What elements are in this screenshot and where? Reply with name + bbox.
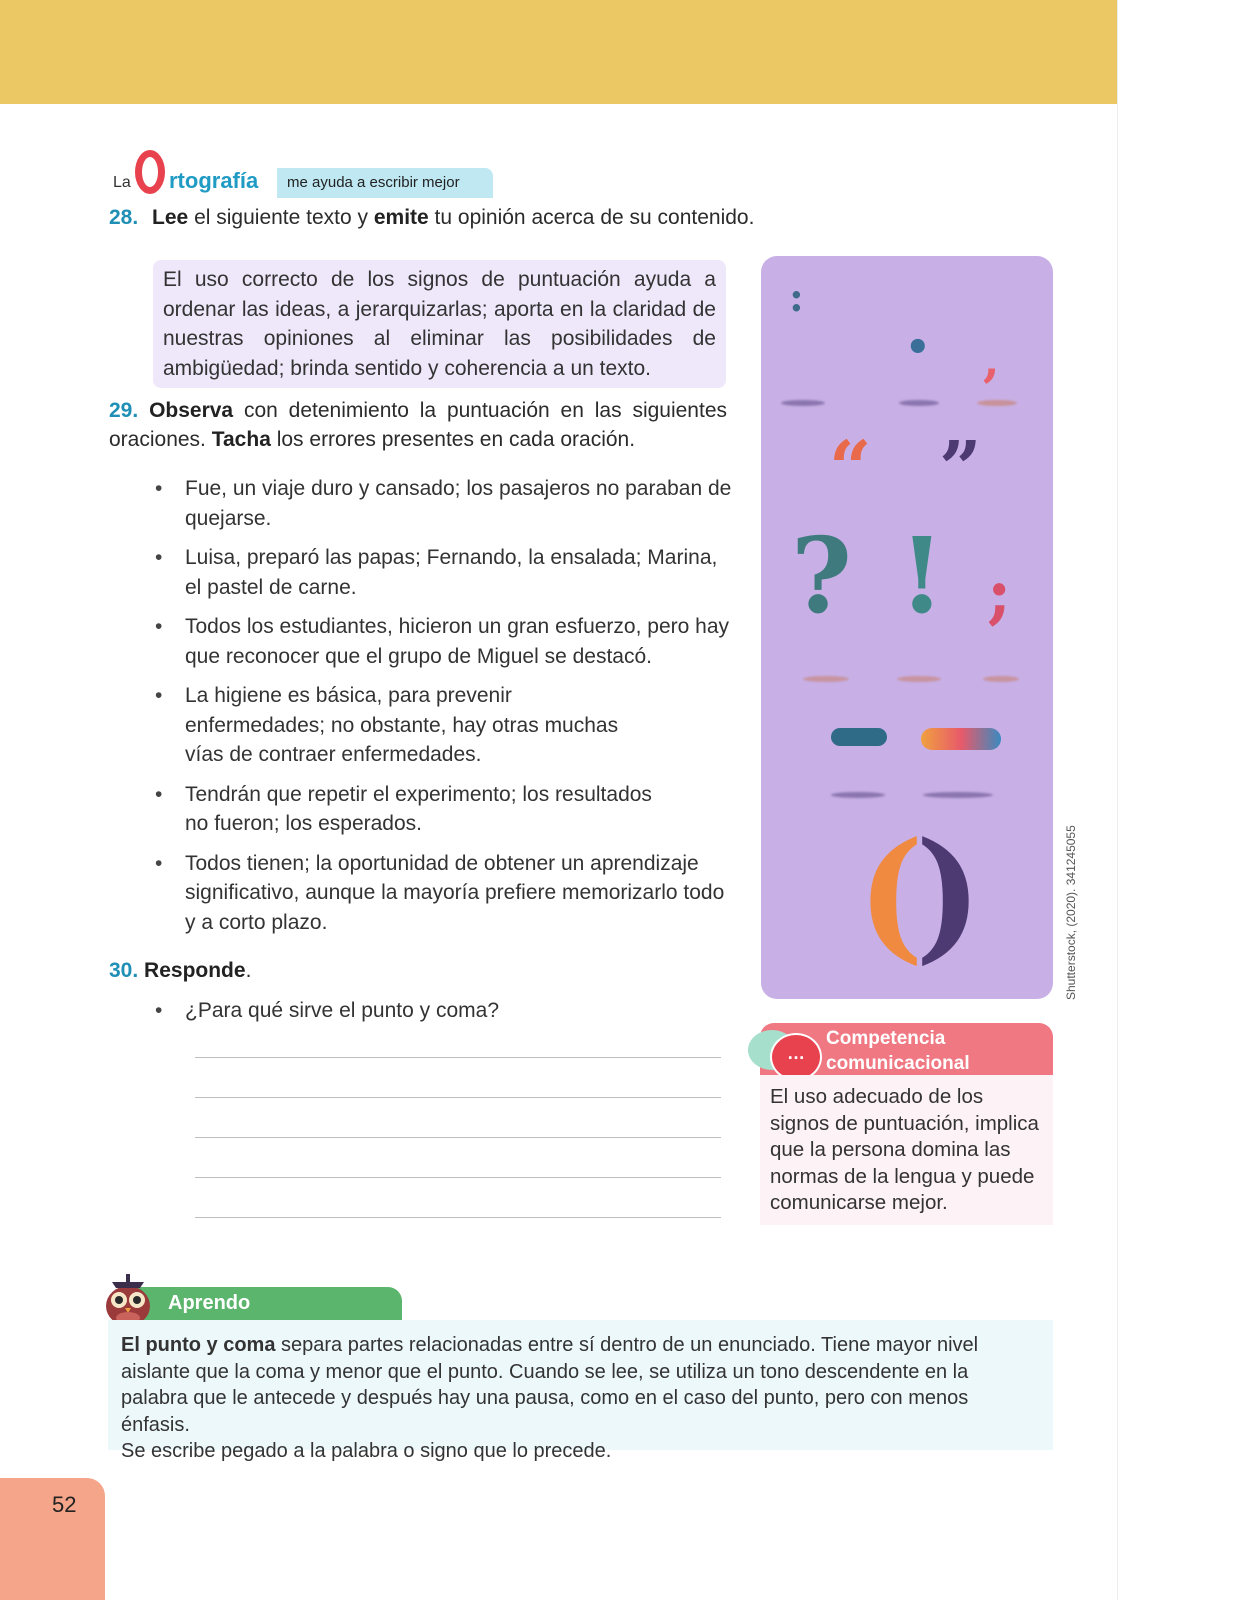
answer-line[interactable] (195, 1057, 721, 1058)
aprendo-text: separa partes relacionadas entre sí dentro de un enunciado. Tiene mayor nivel aislante que la coma y menor que el punto. Cuando se lee, se utiliza un tono descendente en la palabra que le antecede y después hay una pausa, como en el caso del punto, pero con menos énfasis. (121, 1334, 979, 1436)
answer-line[interactable] (195, 1097, 721, 1098)
question-28 (109, 203, 754, 232)
header-tagline-pill (277, 168, 493, 198)
question-number: 29. (109, 399, 139, 422)
list-item: • Luisa, preparó las papas; Fernando, la ensalada; Marina, el pastel de carne. (155, 543, 735, 602)
instruction-verb: Tacha (211, 428, 271, 451)
question-mark-glyph: ? (791, 514, 852, 637)
quote-box (153, 260, 726, 388)
question-30-list (155, 996, 735, 1036)
aprendo-title: Aprendo (168, 1292, 251, 1314)
dash-glyph (921, 728, 1001, 750)
instruction-text: . (245, 959, 252, 982)
instruction-verb: Responde (144, 959, 246, 982)
list-item: • La higiene es básica, para prevenir enfermedades; no obstante, hay otras muchas vías de contraer enfermedades. (155, 681, 735, 770)
exclamation-glyph: ! (899, 514, 945, 637)
list-item: • Todos tienen; la oportunidad de obtener un aprendizaje significativo, aunque la mayoría prefiere memorizarlo todo y a corto plazo. (155, 849, 735, 938)
question-29 (109, 396, 727, 454)
instruction-text: los errores presentes en cada oración. (270, 428, 636, 451)
open-quote-glyph: “ (829, 426, 872, 512)
aprendo-body (108, 1320, 1053, 1462)
aprendo-paragraph-2: Se escribe pegado a la palabra o signo que lo precede. (121, 1440, 612, 1462)
list-item: • Fue, un viaje duro y cansado; los pasajeros no paraban de quejarse. (155, 474, 735, 533)
competencia-title: Competencia comunicacional (826, 1028, 970, 1074)
answer-line[interactable] (195, 1217, 721, 1218)
list-item: • Todos los estudiantes, hicieron un gran esfuerzo, pero hay que reconocer que el grupo de Miguel se destacó. (155, 612, 735, 671)
competencia-body: El uso adecuado de los signos de puntuación, implica que la persona domina las normas de la lengua y puede comunicarse mejor. (760, 1075, 1053, 1225)
aprendo-paragraph (121, 1332, 1040, 1438)
answer-line[interactable] (195, 1177, 721, 1178)
page-number: 52 (52, 1492, 77, 1517)
header-prefix: La (113, 174, 131, 191)
question-number: 28. (109, 206, 139, 229)
section-header (113, 150, 493, 200)
instruction-text: el siguiente texto y (188, 206, 374, 229)
colon-glyph: : (789, 274, 804, 321)
question-30 (109, 956, 251, 985)
punctuation-illustration (761, 256, 1053, 999)
question-number: 30. (109, 959, 139, 982)
instruction-verb: emite (373, 206, 429, 229)
image-credit: Shutterstock, (2020). 341245055 (1064, 825, 1078, 1000)
instruction-verb: Lee (152, 206, 189, 229)
instruction-text: tu opinión acerca de su contenido. (428, 206, 755, 229)
aprendo-tab (120, 1287, 402, 1320)
instruction-text: con detenimiento la puntuación en las siguientes oraciones. (109, 399, 728, 451)
header-initial-o (135, 150, 165, 194)
quote-text: El uso correcto de los signos de puntuación ayuda a ordenar las ideas, a jerarquizarlas; aporta en la claridad de nuestras opiniones al eliminar las posibilidades de ambigüedad; brinda sentido y coherencia a un texto. (163, 268, 716, 380)
header-tagline: me ayuda a escribir mejor (287, 174, 460, 191)
page-right-margin (1117, 0, 1236, 1600)
hyphen-glyph (831, 728, 887, 746)
close-parenthesis-glyph: ) (915, 812, 983, 978)
sentence-list (155, 474, 735, 947)
semicolon-glyph: ; (987, 554, 1012, 632)
aprendo-term: El punto y coma (121, 1334, 276, 1356)
instruction-verb: Observa (149, 399, 234, 422)
period-glyph: • (905, 324, 931, 371)
top-color-band (0, 0, 1117, 104)
list-item: • ¿Para qué sirve el punto y coma? (155, 996, 735, 1026)
close-quote-glyph: ” (939, 426, 982, 512)
comma-glyph: , (983, 332, 1000, 388)
open-parenthesis-glyph: ( (857, 812, 925, 978)
list-item: • Tendrán que repetir el experimento; los resultados no fueron; los esperados. (155, 780, 735, 839)
speech-bubble-icon: … (770, 1033, 822, 1081)
header-title: rtografía (169, 168, 259, 193)
answer-line[interactable] (195, 1137, 721, 1138)
